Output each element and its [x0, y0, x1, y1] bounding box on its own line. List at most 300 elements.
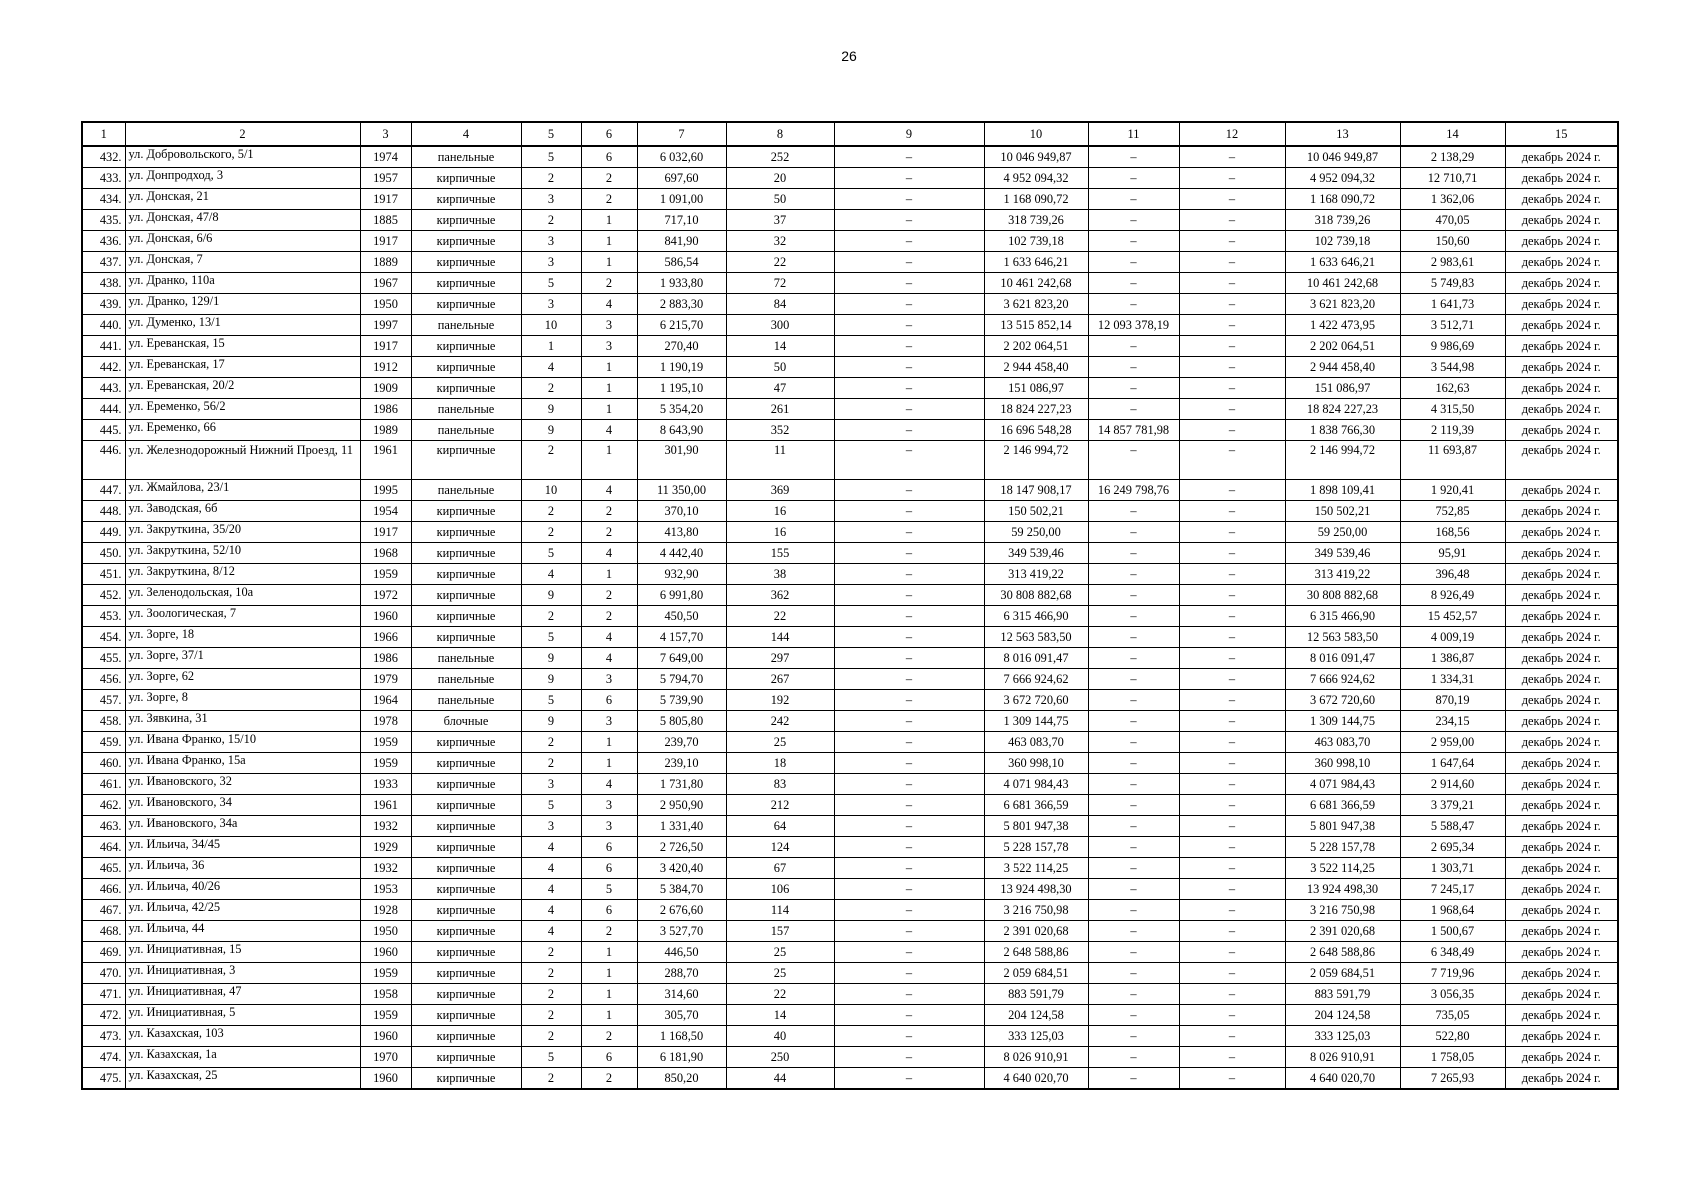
- cell-col-year: 1928: [360, 900, 411, 921]
- cell-col-total-cost: 5 801 947,38: [984, 816, 1088, 837]
- cell-col-year: 1950: [360, 294, 411, 315]
- cell-col-total-cost: 2 648 588,86: [984, 942, 1088, 963]
- cell-col-floors: 9: [521, 585, 581, 606]
- cell-col-material: кирпичные: [411, 294, 521, 315]
- cell-col-material: панельные: [411, 315, 521, 336]
- cell-col-total-cost: 204 124,58: [984, 1005, 1088, 1026]
- cell-col-col14: 752,85: [1400, 501, 1505, 522]
- cell-col-col12: –: [1179, 879, 1285, 900]
- cell-col-index: 445.: [82, 420, 125, 441]
- cell-col-area: 2 883,30: [637, 294, 726, 315]
- cell-col-entrances: 1: [581, 210, 637, 231]
- cell-col-entrances: 1: [581, 564, 637, 585]
- cell-col-address: ул. Зорге, 37/1: [125, 648, 360, 669]
- cell-col-entrances: 3: [581, 669, 637, 690]
- header-col-floors: 5: [521, 122, 581, 146]
- cell-col-col13: 3 216 750,98: [1285, 900, 1400, 921]
- cell-col-col11: –: [1088, 441, 1179, 480]
- cell-col-index: 466.: [82, 879, 125, 900]
- cell-col-col11: –: [1088, 522, 1179, 543]
- cell-col-col13: 6 681 366,59: [1285, 795, 1400, 816]
- cell-col-col9: –: [834, 378, 984, 399]
- cell-col-area: 2 726,50: [637, 837, 726, 858]
- cell-col-col14: 3 056,35: [1400, 984, 1505, 1005]
- cell-col-residents: 124: [726, 837, 834, 858]
- cell-col-col12: –: [1179, 942, 1285, 963]
- cell-col-total-cost: 10 461 242,68: [984, 273, 1088, 294]
- cell-col-index: 456.: [82, 669, 125, 690]
- cell-col-col13: 1 838 766,30: [1285, 420, 1400, 441]
- cell-col-address: ул. Ильича, 44: [125, 921, 360, 942]
- cell-col-deadline: декабрь 2024 г.: [1505, 921, 1618, 942]
- cell-col-residents: 44: [726, 1068, 834, 1090]
- header-col-year: 3: [360, 122, 411, 146]
- header-col-deadline: 15: [1505, 122, 1618, 146]
- cell-col-entrances: 2: [581, 606, 637, 627]
- table-row: [82, 210, 1618, 231]
- cell-col-index: 471.: [82, 984, 125, 1005]
- cell-col-total-cost: 2 391 020,68: [984, 921, 1088, 942]
- cell-col-material: кирпичные: [411, 1026, 521, 1047]
- cell-col-floors: 4: [521, 879, 581, 900]
- cell-col-residents: 22: [726, 606, 834, 627]
- cell-col-area: 6 991,80: [637, 585, 726, 606]
- cell-col-col9: –: [834, 648, 984, 669]
- table-row: [82, 336, 1618, 357]
- cell-col-col9: –: [834, 627, 984, 648]
- cell-col-col9: –: [834, 420, 984, 441]
- cell-col-total-cost: 18 824 227,23: [984, 399, 1088, 420]
- cell-col-col13: 2 944 458,40: [1285, 357, 1400, 378]
- cell-col-col13: 349 539,46: [1285, 543, 1400, 564]
- cell-col-area: 717,10: [637, 210, 726, 231]
- cell-col-floors: 2: [521, 753, 581, 774]
- table-row: [82, 963, 1618, 984]
- cell-col-col13: 1 309 144,75: [1285, 711, 1400, 732]
- cell-col-col11: 16 249 798,76: [1088, 480, 1179, 501]
- cell-col-col14: 2 959,00: [1400, 732, 1505, 753]
- table-row: [82, 1026, 1618, 1047]
- cell-col-floors: 3: [521, 231, 581, 252]
- table-row: [82, 732, 1618, 753]
- cell-col-col9: –: [834, 837, 984, 858]
- cell-col-col12: –: [1179, 168, 1285, 189]
- cell-col-year: 1986: [360, 399, 411, 420]
- cell-col-year: 1954: [360, 501, 411, 522]
- cell-col-total-cost: 3 621 823,20: [984, 294, 1088, 315]
- cell-col-area: 1 331,40: [637, 816, 726, 837]
- cell-col-total-cost: 16 696 548,28: [984, 420, 1088, 441]
- cell-col-total-cost: 10 046 949,87: [984, 146, 1088, 168]
- cell-col-residents: 267: [726, 669, 834, 690]
- cell-col-col13: 151 086,97: [1285, 378, 1400, 399]
- cell-col-residents: 25: [726, 942, 834, 963]
- cell-col-total-cost: 3 522 114,25: [984, 858, 1088, 879]
- cell-col-year: 1917: [360, 189, 411, 210]
- table-row: [82, 984, 1618, 1005]
- cell-col-entrances: 2: [581, 273, 637, 294]
- cell-col-col14: 12 710,71: [1400, 168, 1505, 189]
- cell-col-area: 1 190,19: [637, 357, 726, 378]
- cell-col-col12: –: [1179, 441, 1285, 480]
- cell-col-deadline: декабрь 2024 г.: [1505, 501, 1618, 522]
- cell-col-residents: 14: [726, 336, 834, 357]
- cell-col-col12: –: [1179, 252, 1285, 273]
- cell-col-year: 1961: [360, 795, 411, 816]
- header-col-address: 2: [125, 122, 360, 146]
- cell-col-entrances: 2: [581, 1026, 637, 1047]
- cell-col-col14: 4 315,50: [1400, 399, 1505, 420]
- cell-col-floors: 2: [521, 441, 581, 480]
- cell-col-total-cost: 7 666 924,62: [984, 669, 1088, 690]
- cell-col-total-cost: 4 640 020,70: [984, 1068, 1088, 1090]
- cell-col-floors: 5: [521, 543, 581, 564]
- cell-col-col13: 13 924 498,30: [1285, 879, 1400, 900]
- cell-col-address: ул. Инициативная, 3: [125, 963, 360, 984]
- cell-col-index: 474.: [82, 1047, 125, 1068]
- cell-col-index: 462.: [82, 795, 125, 816]
- cell-col-col14: 1 920,41: [1400, 480, 1505, 501]
- header-col-entrances: 6: [581, 122, 637, 146]
- cell-col-address: ул. Инициативная, 15: [125, 942, 360, 963]
- cell-col-index: 461.: [82, 774, 125, 795]
- cell-col-index: 441.: [82, 336, 125, 357]
- cell-col-total-cost: 2 944 458,40: [984, 357, 1088, 378]
- cell-col-floors: 3: [521, 294, 581, 315]
- cell-col-area: 4 157,70: [637, 627, 726, 648]
- cell-col-floors: 9: [521, 669, 581, 690]
- cell-col-area: 2 950,90: [637, 795, 726, 816]
- cell-col-index: 467.: [82, 900, 125, 921]
- cell-col-floors: 4: [521, 900, 581, 921]
- cell-col-total-cost: 2 059 684,51: [984, 963, 1088, 984]
- cell-col-col12: –: [1179, 648, 1285, 669]
- cell-col-col9: –: [834, 879, 984, 900]
- table-row: [82, 378, 1618, 399]
- cell-col-year: 1950: [360, 921, 411, 942]
- cell-col-residents: 47: [726, 378, 834, 399]
- cell-col-index: 453.: [82, 606, 125, 627]
- cell-col-floors: 5: [521, 1047, 581, 1068]
- cell-col-index: 443.: [82, 378, 125, 399]
- cell-col-area: 7 649,00: [637, 648, 726, 669]
- cell-col-residents: 242: [726, 711, 834, 732]
- cell-col-area: 450,50: [637, 606, 726, 627]
- cell-col-col9: –: [834, 146, 984, 168]
- cell-col-residents: 40: [726, 1026, 834, 1047]
- cell-col-col14: 3 544,98: [1400, 357, 1505, 378]
- cell-col-entrances: 3: [581, 795, 637, 816]
- cell-col-year: 1960: [360, 942, 411, 963]
- cell-col-col11: –: [1088, 858, 1179, 879]
- cell-col-index: 446.: [82, 441, 125, 480]
- cell-col-floors: 1: [521, 336, 581, 357]
- cell-col-col11: –: [1088, 501, 1179, 522]
- cell-col-col12: –: [1179, 606, 1285, 627]
- header-col-area: 7: [637, 122, 726, 146]
- cell-col-col14: 2 138,29: [1400, 146, 1505, 168]
- cell-col-area: 2 676,60: [637, 900, 726, 921]
- table-row: [82, 543, 1618, 564]
- table-row: [82, 189, 1618, 210]
- cell-col-col9: –: [834, 921, 984, 942]
- cell-col-floors: 2: [521, 1005, 581, 1026]
- cell-col-residents: 20: [726, 168, 834, 189]
- cell-col-floors: 4: [521, 357, 581, 378]
- cell-col-col9: –: [834, 294, 984, 315]
- cell-col-address: ул. Зявкина, 31: [125, 711, 360, 732]
- cell-col-material: панельные: [411, 399, 521, 420]
- cell-col-index: 460.: [82, 753, 125, 774]
- cell-col-index: 472.: [82, 1005, 125, 1026]
- cell-col-residents: 352: [726, 420, 834, 441]
- cell-col-address: ул. Казахская, 103: [125, 1026, 360, 1047]
- cell-col-deadline: декабрь 2024 г.: [1505, 1005, 1618, 1026]
- cell-col-index: 447.: [82, 480, 125, 501]
- cell-col-floors: 2: [521, 168, 581, 189]
- table-row: [82, 168, 1618, 189]
- cell-col-year: 1960: [360, 1026, 411, 1047]
- cell-col-residents: 83: [726, 774, 834, 795]
- cell-col-col9: –: [834, 273, 984, 294]
- cell-col-entrances: 3: [581, 315, 637, 336]
- cell-col-col14: 1 647,64: [1400, 753, 1505, 774]
- cell-col-area: 5 384,70: [637, 879, 726, 900]
- cell-col-col9: –: [834, 585, 984, 606]
- cell-col-col14: 4 009,19: [1400, 627, 1505, 648]
- cell-col-col14: 2 119,39: [1400, 420, 1505, 441]
- cell-col-index: 465.: [82, 858, 125, 879]
- cell-col-col12: –: [1179, 858, 1285, 879]
- cell-col-col11: –: [1088, 942, 1179, 963]
- cell-col-material: кирпичные: [411, 627, 521, 648]
- cell-col-col14: 1 362,06: [1400, 189, 1505, 210]
- table-row: [82, 942, 1618, 963]
- cell-col-floors: 2: [521, 1068, 581, 1090]
- cell-col-col9: –: [834, 900, 984, 921]
- table-row: [82, 501, 1618, 522]
- cell-col-col11: –: [1088, 816, 1179, 837]
- cell-col-col11: –: [1088, 1047, 1179, 1068]
- cell-col-residents: 192: [726, 690, 834, 711]
- cell-col-year: 1968: [360, 543, 411, 564]
- cell-col-material: кирпичные: [411, 252, 521, 273]
- cell-col-col14: 7 719,96: [1400, 963, 1505, 984]
- cell-col-col11: –: [1088, 252, 1179, 273]
- cell-col-entrances: 3: [581, 816, 637, 837]
- cell-col-material: панельные: [411, 669, 521, 690]
- cell-col-col13: 8 026 910,91: [1285, 1047, 1400, 1068]
- cell-col-col13: 5 801 947,38: [1285, 816, 1400, 837]
- cell-col-address: ул. Зеленодольская, 10а: [125, 585, 360, 606]
- table-row: [82, 564, 1618, 585]
- cell-col-col11: –: [1088, 900, 1179, 921]
- cell-col-material: панельные: [411, 648, 521, 669]
- cell-col-year: 1917: [360, 336, 411, 357]
- cell-col-col13: 463 083,70: [1285, 732, 1400, 753]
- cell-col-material: кирпичные: [411, 921, 521, 942]
- cell-col-floors: 5: [521, 795, 581, 816]
- cell-col-col12: –: [1179, 315, 1285, 336]
- cell-col-col11: –: [1088, 1026, 1179, 1047]
- cell-col-area: 5 739,90: [637, 690, 726, 711]
- cell-col-col13: 3 522 114,25: [1285, 858, 1400, 879]
- cell-col-total-cost: 4 071 984,43: [984, 774, 1088, 795]
- cell-col-material: кирпичные: [411, 1047, 521, 1068]
- cell-col-residents: 32: [726, 231, 834, 252]
- cell-col-material: кирпичные: [411, 753, 521, 774]
- cell-col-residents: 144: [726, 627, 834, 648]
- cell-col-area: 586,54: [637, 252, 726, 273]
- table-row: [82, 879, 1618, 900]
- cell-col-address: ул. Казахская, 1а: [125, 1047, 360, 1068]
- cell-col-deadline: декабрь 2024 г.: [1505, 963, 1618, 984]
- cell-col-col14: 470,05: [1400, 210, 1505, 231]
- cell-col-total-cost: 102 739,18: [984, 231, 1088, 252]
- cell-col-index: 439.: [82, 294, 125, 315]
- cell-col-total-cost: 318 739,26: [984, 210, 1088, 231]
- cell-col-floors: 9: [521, 420, 581, 441]
- cell-col-address: ул. Еременко, 66: [125, 420, 360, 441]
- cell-col-year: 1961: [360, 441, 411, 480]
- cell-col-total-cost: 1 168 090,72: [984, 189, 1088, 210]
- cell-col-year: 1958: [360, 984, 411, 1005]
- table-row: [82, 627, 1618, 648]
- cell-col-col14: 234,15: [1400, 711, 1505, 732]
- cell-col-material: кирпичные: [411, 900, 521, 921]
- cell-col-area: 1 091,00: [637, 189, 726, 210]
- cell-col-col13: 1 168 090,72: [1285, 189, 1400, 210]
- cell-col-col14: 162,63: [1400, 378, 1505, 399]
- cell-col-col9: –: [834, 858, 984, 879]
- cell-col-col12: –: [1179, 210, 1285, 231]
- cell-col-residents: 252: [726, 146, 834, 168]
- cell-col-entrances: 4: [581, 627, 637, 648]
- cell-col-index: 454.: [82, 627, 125, 648]
- housing-register-table: [81, 121, 1619, 1090]
- table-row: [82, 480, 1618, 501]
- table-row: [82, 420, 1618, 441]
- cell-col-col12: –: [1179, 273, 1285, 294]
- cell-col-col11: –: [1088, 168, 1179, 189]
- cell-col-total-cost: 8 026 910,91: [984, 1047, 1088, 1068]
- cell-col-total-cost: 3 672 720,60: [984, 690, 1088, 711]
- cell-col-col13: 4 640 020,70: [1285, 1068, 1400, 1090]
- cell-col-col13: 8 016 091,47: [1285, 648, 1400, 669]
- cell-col-col12: –: [1179, 399, 1285, 420]
- cell-col-floors: 4: [521, 837, 581, 858]
- cell-col-total-cost: 151 086,97: [984, 378, 1088, 399]
- cell-col-col13: 7 666 924,62: [1285, 669, 1400, 690]
- cell-col-entrances: 2: [581, 1068, 637, 1090]
- cell-col-col14: 1 500,67: [1400, 921, 1505, 942]
- table-row: [82, 273, 1618, 294]
- cell-col-address: ул. Еременко, 56/2: [125, 399, 360, 420]
- cell-col-deadline: декабрь 2024 г.: [1505, 1026, 1618, 1047]
- cell-col-col13: 883 591,79: [1285, 984, 1400, 1005]
- cell-col-entrances: 1: [581, 732, 637, 753]
- cell-col-residents: 18: [726, 753, 834, 774]
- cell-col-floors: 5: [521, 690, 581, 711]
- cell-col-residents: 261: [726, 399, 834, 420]
- cell-col-col9: –: [834, 795, 984, 816]
- cell-col-entrances: 1: [581, 252, 637, 273]
- cell-col-residents: 250: [726, 1047, 834, 1068]
- cell-col-year: 1917: [360, 231, 411, 252]
- cell-col-col9: –: [834, 606, 984, 627]
- cell-col-material: кирпичные: [411, 585, 521, 606]
- cell-col-col14: 6 348,49: [1400, 942, 1505, 963]
- cell-col-material: кирпичные: [411, 942, 521, 963]
- cell-col-address: ул. Ереванская, 17: [125, 357, 360, 378]
- cell-col-col13: 2 059 684,51: [1285, 963, 1400, 984]
- cell-col-year: 1959: [360, 1005, 411, 1026]
- cell-col-year: 1995: [360, 480, 411, 501]
- cell-col-residents: 38: [726, 564, 834, 585]
- cell-col-total-cost: 463 083,70: [984, 732, 1088, 753]
- cell-col-entrances: 1: [581, 942, 637, 963]
- cell-col-year: 1967: [360, 273, 411, 294]
- cell-col-area: 1 168,50: [637, 1026, 726, 1047]
- cell-col-col9: –: [834, 315, 984, 336]
- cell-col-floors: 2: [521, 210, 581, 231]
- cell-col-area: 270,40: [637, 336, 726, 357]
- cell-col-total-cost: 5 228 157,78: [984, 837, 1088, 858]
- cell-col-residents: 22: [726, 984, 834, 1005]
- cell-col-material: панельные: [411, 480, 521, 501]
- cell-col-col11: –: [1088, 294, 1179, 315]
- cell-col-col14: 8 926,49: [1400, 585, 1505, 606]
- page-number: 26: [841, 48, 857, 64]
- cell-col-deadline: декабрь 2024 г.: [1505, 252, 1618, 273]
- cell-col-col9: –: [834, 357, 984, 378]
- table-row: [82, 837, 1618, 858]
- cell-col-area: 288,70: [637, 963, 726, 984]
- cell-col-area: 5 354,20: [637, 399, 726, 420]
- cell-col-col12: –: [1179, 669, 1285, 690]
- cell-col-col13: 313 419,22: [1285, 564, 1400, 585]
- cell-col-col9: –: [834, 1047, 984, 1068]
- cell-col-deadline: декабрь 2024 г.: [1505, 648, 1618, 669]
- cell-col-col11: –: [1088, 606, 1179, 627]
- cell-col-area: 446,50: [637, 942, 726, 963]
- header-col-col12: 12: [1179, 122, 1285, 146]
- cell-col-col11: –: [1088, 648, 1179, 669]
- cell-col-deadline: декабрь 2024 г.: [1505, 480, 1618, 501]
- cell-col-area: 841,90: [637, 231, 726, 252]
- cell-col-year: 1932: [360, 858, 411, 879]
- cell-col-year: 1974: [360, 146, 411, 168]
- cell-col-material: кирпичные: [411, 210, 521, 231]
- cell-col-material: кирпичные: [411, 357, 521, 378]
- cell-col-residents: 106: [726, 879, 834, 900]
- cell-col-entrances: 2: [581, 921, 637, 942]
- cell-col-address: ул. Ильича, 42/25: [125, 900, 360, 921]
- cell-col-year: 1957: [360, 168, 411, 189]
- cell-col-col14: 2 914,60: [1400, 774, 1505, 795]
- cell-col-col12: –: [1179, 900, 1285, 921]
- cell-col-col11: –: [1088, 627, 1179, 648]
- cell-col-address: ул. Закруткина, 8/12: [125, 564, 360, 585]
- table-row: [82, 231, 1618, 252]
- table-row: [82, 690, 1618, 711]
- cell-col-address: ул. Зоологическая, 7: [125, 606, 360, 627]
- cell-col-entrances: 1: [581, 357, 637, 378]
- cell-col-entrances: 6: [581, 858, 637, 879]
- table-row: [82, 711, 1618, 732]
- cell-col-entrances: 6: [581, 690, 637, 711]
- cell-col-deadline: декабрь 2024 г.: [1505, 231, 1618, 252]
